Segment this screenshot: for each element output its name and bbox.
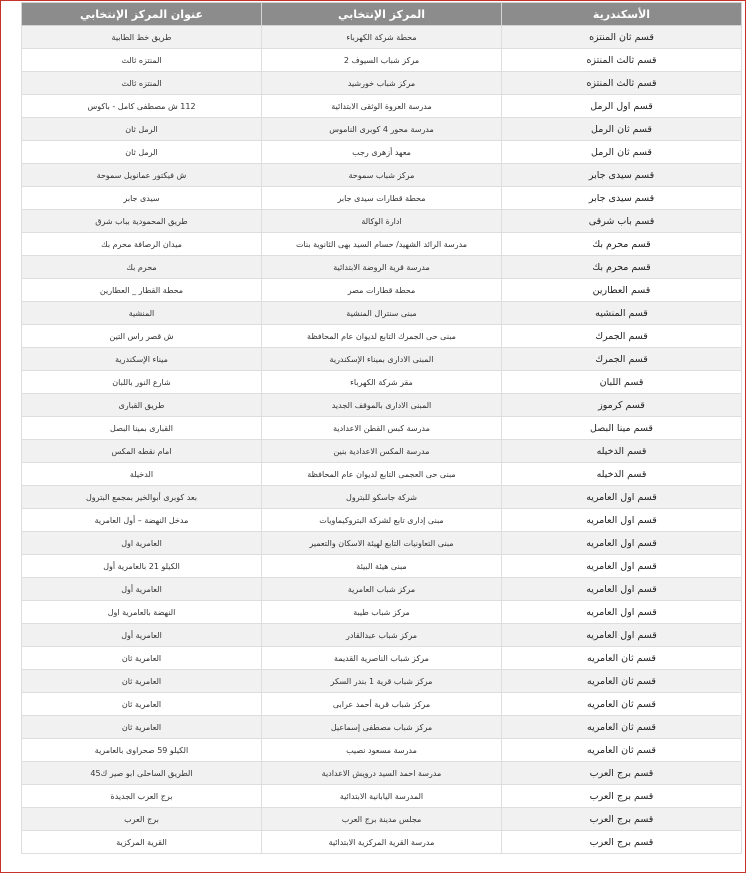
- cell-district: قسم سيدى جابر: [502, 164, 742, 187]
- table-row: [22, 72, 742, 95]
- cell-polling-center: مركز شباب عبدالقادر: [262, 624, 502, 647]
- cell-district: قسم ثان العامريه: [502, 647, 742, 670]
- table-row: [22, 509, 742, 532]
- table-row: [22, 831, 742, 854]
- cell-district: قسم محرم بك: [502, 256, 742, 279]
- table-row: [22, 164, 742, 187]
- cell-polling-center: مركز شباب طيبة: [262, 601, 502, 624]
- table-row: [22, 578, 742, 601]
- table-header-row: [22, 3, 742, 26]
- header-polling-center: المركز الإنتخابي: [262, 3, 502, 26]
- table-row: [22, 647, 742, 670]
- cell-center-address: بعد كوبرى أبوالخير بمجمع البترول: [22, 486, 262, 509]
- cell-center-address: القبارى بمينا البصل: [22, 417, 262, 440]
- cell-polling-center: مبنى حى الجمرك التابع لديوان عام المحافظة: [262, 325, 502, 348]
- cell-district: قسم اول العامريه: [502, 532, 742, 555]
- cell-district: قسم برج العرب: [502, 785, 742, 808]
- cell-district: قسم ثالث المنتزه: [502, 49, 742, 72]
- table-row: [22, 49, 742, 72]
- cell-district: قسم برج العرب: [502, 808, 742, 831]
- cell-district: قسم مينا البصل: [502, 417, 742, 440]
- table-row: [22, 302, 742, 325]
- cell-polling-center: مقر شركة الكهرباء: [262, 371, 502, 394]
- cell-district: قسم باب شرقى: [502, 210, 742, 233]
- cell-district: قسم اول الرمل: [502, 95, 742, 118]
- cell-district: قسم برج العرب: [502, 762, 742, 785]
- cell-district: قسم المنشيه: [502, 302, 742, 325]
- cell-center-address: طريق خط الطابية: [22, 26, 262, 49]
- cell-center-address: الكيلو 59 صحراوى بالعامرية: [22, 739, 262, 762]
- cell-district: قسم ثان الرمل: [502, 141, 742, 164]
- cell-center-address: المنشية: [22, 302, 262, 325]
- cell-district: قسم الدخيله: [502, 440, 742, 463]
- table-row: [22, 624, 742, 647]
- cell-center-address: العامرية أول: [22, 624, 262, 647]
- cell-district: قسم العطارين: [502, 279, 742, 302]
- table-row: [22, 670, 742, 693]
- cell-district: قسم ثان العامريه: [502, 693, 742, 716]
- cell-center-address: امام نقطه المكس: [22, 440, 262, 463]
- cell-polling-center: المدرسة اليابانية الابتدائية: [262, 785, 502, 808]
- table-row: [22, 233, 742, 256]
- cell-district: قسم ثان العامريه: [502, 739, 742, 762]
- cell-polling-center: المبنى الادارى بالموقف الجديد: [262, 394, 502, 417]
- cell-center-address: برج العرب: [22, 808, 262, 831]
- cell-polling-center: مركز شباب سموحة: [262, 164, 502, 187]
- cell-center-address: الكيلو 21 بالعامرية أول: [22, 555, 262, 578]
- table-container: [21, 2, 741, 854]
- cell-district: قسم الجمرك: [502, 348, 742, 371]
- cell-center-address: محطة القطار _ العطارين: [22, 279, 262, 302]
- table-row: [22, 555, 742, 578]
- table-row: [22, 440, 742, 463]
- cell-district: قسم ثان المنتزه: [502, 26, 742, 49]
- cell-center-address: الطريق الساحلى ابو صير ك45: [22, 762, 262, 785]
- cell-polling-center: مدرسة قرية الروضة الابتدائية: [262, 256, 502, 279]
- cell-polling-center: مركز شباب قرية 1 بندر السكر: [262, 670, 502, 693]
- cell-district: قسم اللبان: [502, 371, 742, 394]
- cell-polling-center: محطة قطارات سيدى جابر: [262, 187, 502, 210]
- table-row: [22, 348, 742, 371]
- cell-district: قسم ثالث المنتزه: [502, 72, 742, 95]
- cell-center-address: 112 ش مصطفى كامل - باكوس: [22, 95, 262, 118]
- table-row: [22, 210, 742, 233]
- cell-polling-center: مدرسة مسعود نصيب: [262, 739, 502, 762]
- cell-district: قسم اول العامريه: [502, 509, 742, 532]
- cell-district: قسم سيدى جابر: [502, 187, 742, 210]
- cell-district: قسم اول العامريه: [502, 486, 742, 509]
- cell-polling-center: مدرسة المكس الاعدادية بنين: [262, 440, 502, 463]
- cell-polling-center: مدرسة احمد السيد درويش الاعدادية: [262, 762, 502, 785]
- cell-center-address: الدخيلة: [22, 463, 262, 486]
- cell-center-address: العامرية ثان: [22, 670, 262, 693]
- cell-district: قسم اول العامريه: [502, 555, 742, 578]
- cell-center-address: محرم بك: [22, 256, 262, 279]
- cell-district: قسم ثان العامريه: [502, 716, 742, 739]
- cell-center-address: المنتزه ثالث: [22, 72, 262, 95]
- cell-polling-center: مبنى التعاونيات التابع لهيئة الاسكان والتعمير: [262, 532, 502, 555]
- table-row: [22, 808, 742, 831]
- cell-polling-center: مدرسة القرية المركزية الابتدائية: [262, 831, 502, 854]
- cell-polling-center: مجلس مدينة برج العرب: [262, 808, 502, 831]
- cell-polling-center: ادارة الوكالة: [262, 210, 502, 233]
- cell-center-address: العامرية ثان: [22, 716, 262, 739]
- table-row: [22, 95, 742, 118]
- table-row: [22, 325, 742, 348]
- cell-center-address: النهضة بالعامرية اول: [22, 601, 262, 624]
- cell-center-address: ميدان الرصافة محرم بك: [22, 233, 262, 256]
- polling-centers-table: [21, 2, 742, 854]
- cell-center-address: القرية المركزية: [22, 831, 262, 854]
- table-row: [22, 463, 742, 486]
- table-row: [22, 141, 742, 164]
- cell-center-address: سيدى جابر: [22, 187, 262, 210]
- table-body: [22, 26, 742, 854]
- cell-center-address: مدخل النهضة – أول العامرية: [22, 509, 262, 532]
- cell-polling-center: محطة شركة الكهرباء: [262, 26, 502, 49]
- cell-district: قسم كرموز: [502, 394, 742, 417]
- header-district: الأسكندرية: [502, 3, 742, 26]
- cell-district: قسم محرم بك: [502, 233, 742, 256]
- cell-polling-center: مدرسة العروة الوثقى الابتدائية: [262, 95, 502, 118]
- table-row: [22, 26, 742, 49]
- cell-center-address: العامرية ثان: [22, 693, 262, 716]
- cell-polling-center: مركز شباب خورشيد: [262, 72, 502, 95]
- cell-polling-center: مركز شباب قرية أحمد عرابى: [262, 693, 502, 716]
- cell-polling-center: مبنى إدارى تابع لشركة البتروكيماويات: [262, 509, 502, 532]
- cell-center-address: برج العرب الجديدة: [22, 785, 262, 808]
- cell-center-address: الرمل ثان: [22, 118, 262, 141]
- table-row: [22, 118, 742, 141]
- cell-district: قسم اول العامريه: [502, 624, 742, 647]
- cell-polling-center: معهد أزهرى رجب: [262, 141, 502, 164]
- cell-district: قسم برج العرب: [502, 831, 742, 854]
- table-row: [22, 693, 742, 716]
- cell-district: قسم الدخيله: [502, 463, 742, 486]
- cell-district: قسم الجمرك: [502, 325, 742, 348]
- cell-district: قسم ثان الرمل: [502, 118, 742, 141]
- cell-center-address: العامرية ثان: [22, 647, 262, 670]
- table-row: [22, 417, 742, 440]
- cell-center-address: العامرية أول: [22, 578, 262, 601]
- table-row: [22, 371, 742, 394]
- cell-polling-center: مدرسة كبس القطن الاعدادية: [262, 417, 502, 440]
- cell-polling-center: مركز شباب العامرية: [262, 578, 502, 601]
- cell-polling-center: مبنى حى العجمى التابع لديوان عام المحافظة: [262, 463, 502, 486]
- table-row: [22, 394, 742, 417]
- cell-center-address: المنتزه ثالث: [22, 49, 262, 72]
- cell-polling-center: محطة قطارات مصر: [262, 279, 502, 302]
- cell-polling-center: المبنى الادارى بميناء الإسكندرية: [262, 348, 502, 371]
- cell-polling-center: مركز شباب الناصرية القديمة: [262, 647, 502, 670]
- cell-center-address: طريق المحمودية بباب شرق: [22, 210, 262, 233]
- cell-polling-center: مركز شباب السيوف 2: [262, 49, 502, 72]
- table-row: [22, 486, 742, 509]
- table-row: [22, 739, 742, 762]
- cell-center-address: ش قصر راس التين: [22, 325, 262, 348]
- cell-polling-center: مدرسة الرائد الشهيد/ حسام السيد بهى الثانوية بنات: [262, 233, 502, 256]
- cell-center-address: ش فيكتور عمانويل سموحة: [22, 164, 262, 187]
- table-row: [22, 716, 742, 739]
- cell-polling-center: مبنى هيئة البيئة: [262, 555, 502, 578]
- header-center-address: عنوان المركز الإنتخابي: [22, 3, 262, 26]
- table-row: [22, 762, 742, 785]
- cell-district: قسم اول العامريه: [502, 578, 742, 601]
- table-row: [22, 279, 742, 302]
- table-row: [22, 785, 742, 808]
- cell-center-address: ميناء الإسكندرية: [22, 348, 262, 371]
- cell-polling-center: شركة جاسكو للبترول: [262, 486, 502, 509]
- table-row: [22, 532, 742, 555]
- cell-center-address: الرمل ثان: [22, 141, 262, 164]
- cell-district: قسم اول العامريه: [502, 601, 742, 624]
- cell-center-address: العامرية اول: [22, 532, 262, 555]
- table-row: [22, 256, 742, 279]
- cell-polling-center: مبنى سنترال المنشية: [262, 302, 502, 325]
- cell-center-address: طريق القبارى: [22, 394, 262, 417]
- cell-center-address: شارع النور باللبان: [22, 371, 262, 394]
- table-row: [22, 601, 742, 624]
- cell-polling-center: مدرسة محور 4 كوبرى الناموس: [262, 118, 502, 141]
- table-row: [22, 187, 742, 210]
- cell-district: قسم ثان العامريه: [502, 670, 742, 693]
- cell-polling-center: مركز شباب مصطفى إسماعيل: [262, 716, 502, 739]
